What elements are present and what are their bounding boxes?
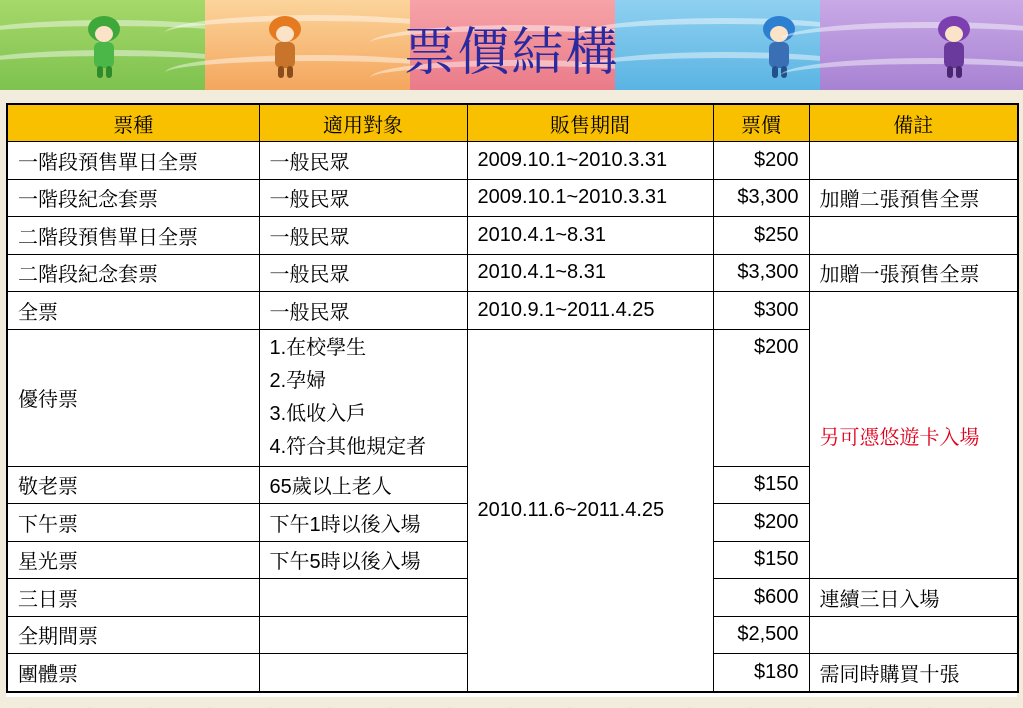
note-cell xyxy=(809,616,1018,654)
note-cell: 連續三日入場 xyxy=(809,579,1018,617)
target-cell: 下午1時以後入場 xyxy=(259,504,467,542)
ticket-type-cell: 敬老票 xyxy=(7,466,259,504)
ticket-type-cell: 全期間票 xyxy=(7,616,259,654)
shared-note-cell: 另可憑悠遊卡入場 xyxy=(809,292,1018,579)
target-cell: 65歲以上老人 xyxy=(259,466,467,504)
ticket-type-cell: 一階段紀念套票 xyxy=(7,179,259,217)
ticket-type-cell: 下午票 xyxy=(7,504,259,542)
ticket-type-cell: 優待票 xyxy=(7,329,259,466)
price-cell: $150 xyxy=(713,541,809,579)
target-line: 3.低收入戶 xyxy=(269,402,367,425)
target-cell: 一般民眾 xyxy=(259,179,467,217)
price-cell: $3,300 xyxy=(713,254,809,292)
shared-period-cell: 2010.11.6~2011.4.25 xyxy=(467,329,713,692)
ticket-price-table-container xyxy=(6,103,1017,697)
price-cell: $200 xyxy=(713,329,809,466)
period-cell: 2010.9.1~2011.4.25 xyxy=(467,292,713,330)
header-sale-period: 販售期間 xyxy=(467,104,713,142)
ticket-type-cell: 三日票 xyxy=(7,579,259,617)
period-cell: 2010.4.1~8.31 xyxy=(467,254,713,292)
note-cell xyxy=(809,142,1018,180)
table-row xyxy=(7,217,1018,255)
price-cell: $180 xyxy=(713,654,809,692)
price-cell: $2,500 xyxy=(713,616,809,654)
price-cell: $200 xyxy=(713,504,809,542)
note-cell xyxy=(809,217,1018,255)
period-cell: 2009.10.1~2010.3.31 xyxy=(467,179,713,217)
table-header-row xyxy=(7,104,1018,142)
ticket-type-cell: 星光票 xyxy=(7,541,259,579)
note-cell: 需同時購買十張 xyxy=(809,654,1018,692)
target-line: 1.在校學生 xyxy=(269,336,367,359)
ticket-type-cell: 全票 xyxy=(7,292,259,330)
price-cell: $200 xyxy=(713,142,809,180)
target-cell xyxy=(259,616,467,654)
ticket-type-cell: 二階段紀念套票 xyxy=(7,254,259,292)
page-title: 票價結構 xyxy=(403,23,620,83)
ticket-price-table xyxy=(6,103,1019,693)
price-cell: $150 xyxy=(713,466,809,504)
target-cell xyxy=(259,654,467,692)
ticket-type-cell: 二階段預售單日全票 xyxy=(7,217,259,255)
target-line: 2.孕婦 xyxy=(269,369,327,392)
ticket-type-cell: 一階段預售單日全票 xyxy=(7,142,259,180)
target-cell: 一般民眾 xyxy=(259,292,467,330)
table-row xyxy=(7,292,1018,330)
target-cell: 一般民眾 xyxy=(259,142,467,180)
price-cell: $300 xyxy=(713,292,809,330)
header-banner xyxy=(0,0,1023,90)
ticket-type-cell: 團體票 xyxy=(7,654,259,692)
price-cell: $600 xyxy=(713,579,809,617)
price-cell: $250 xyxy=(713,217,809,255)
table-row xyxy=(7,142,1018,180)
target-cell: 一般民眾 xyxy=(259,254,467,292)
price-cell: $3,300 xyxy=(713,179,809,217)
table-row xyxy=(7,254,1018,292)
header-target: 適用對象 xyxy=(259,104,467,142)
table-row xyxy=(7,179,1018,217)
target-cell: 一般民眾 xyxy=(259,217,467,255)
period-cell: 2009.10.1~2010.3.31 xyxy=(467,142,713,180)
target-cell xyxy=(259,579,467,617)
target-line: 4.符合其他規定者 xyxy=(269,435,427,458)
target-cell: 下午5時以後入場 xyxy=(259,541,467,579)
header-note: 備註 xyxy=(809,104,1018,142)
note-cell: 加贈一張預售全票 xyxy=(809,254,1018,292)
period-cell: 2010.4.1~8.31 xyxy=(467,217,713,255)
header-ticket-type: 票種 xyxy=(7,104,259,142)
header-price: 票價 xyxy=(713,104,809,142)
note-cell: 加贈二張預售全票 xyxy=(809,179,1018,217)
target-cell xyxy=(259,329,467,466)
